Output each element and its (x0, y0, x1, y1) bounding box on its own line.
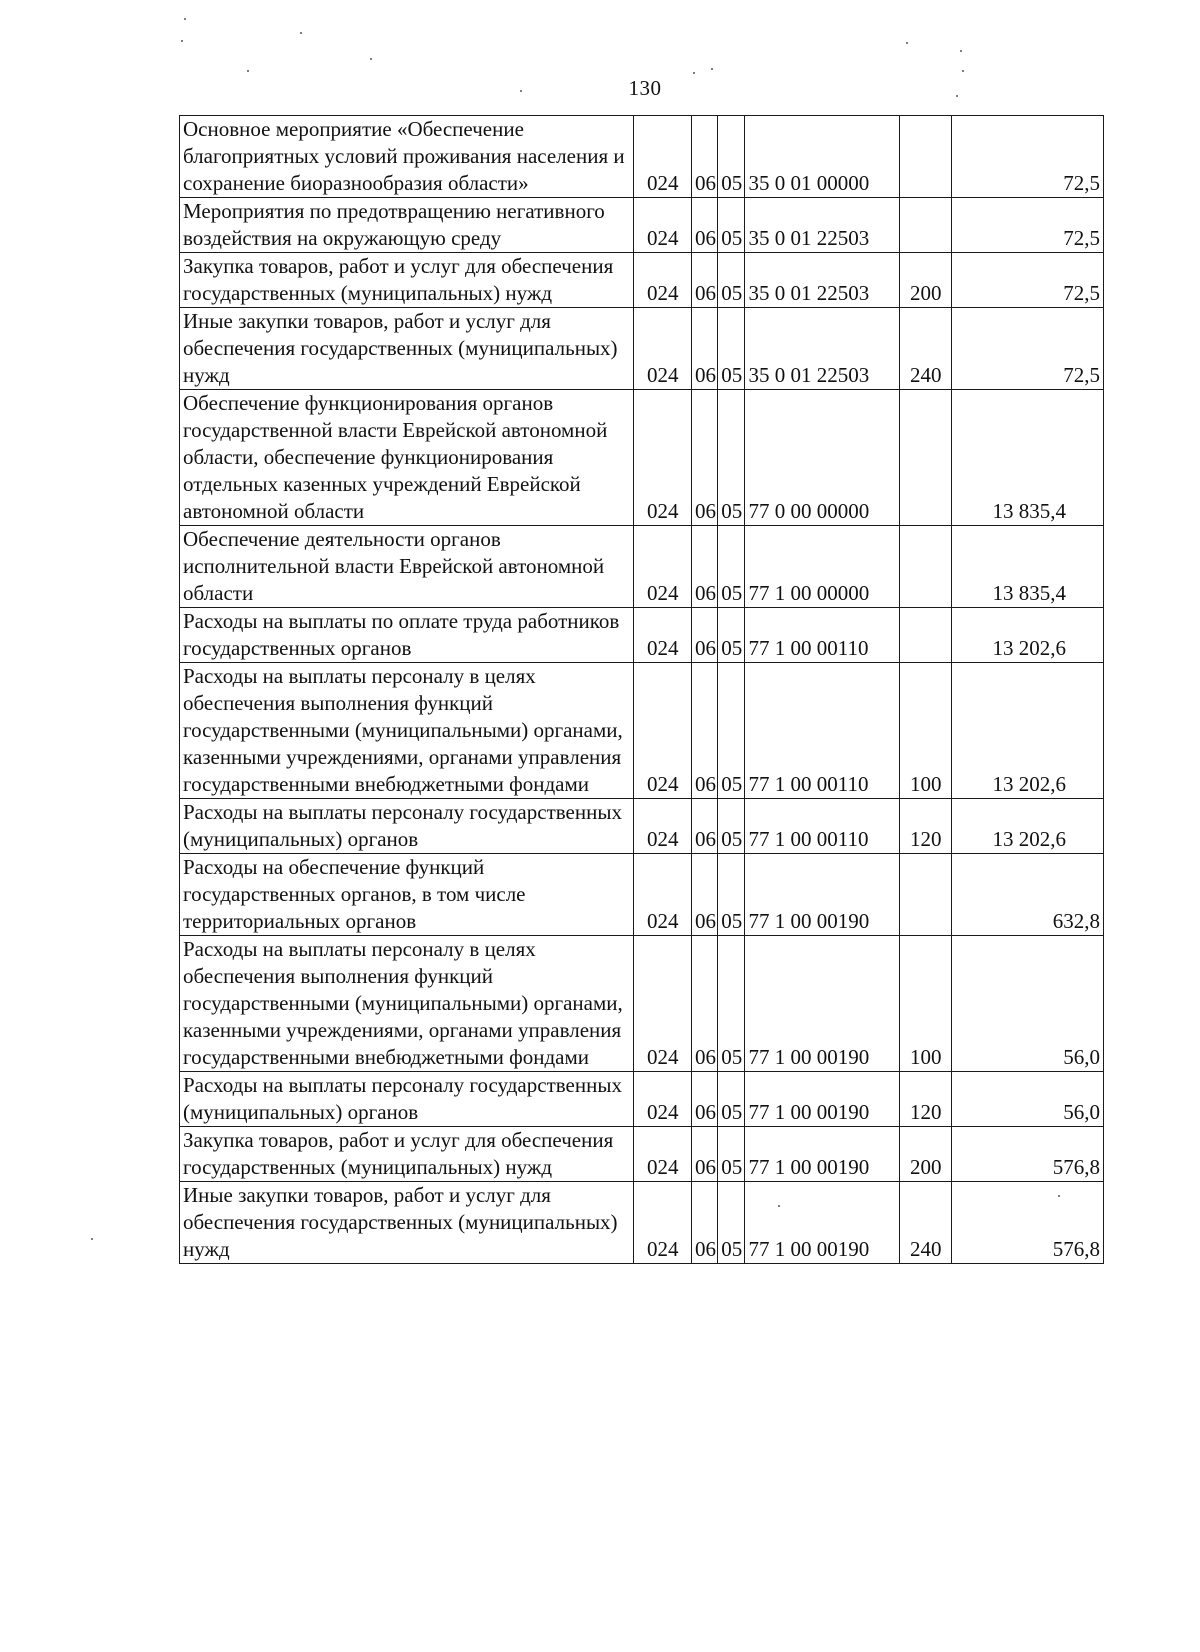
section-code-cell: 06 (691, 1072, 717, 1127)
subsection-code-cell: 05 (718, 936, 745, 1072)
expense-name-cell: Расходы на выплаты персоналу государственных (муниципальных) органов (180, 1072, 634, 1127)
amount-cell: 13 202,6 (952, 608, 1104, 663)
subsection-code-cell: 05 (718, 663, 745, 799)
target-article-cell: 77 1 00 00000 (745, 526, 900, 608)
target-article-cell: 77 1 00 00190 (745, 1072, 900, 1127)
table-row (180, 854, 1104, 936)
scan-speck (520, 90, 522, 92)
section-code-cell: 06 (691, 390, 717, 526)
section-code-cell: 06 (691, 799, 717, 854)
ministry-code-cell: 024 (634, 663, 692, 799)
amount-cell: 632,8 (952, 854, 1104, 936)
table-row (180, 1182, 1104, 1264)
ministry-code-cell: 024 (634, 116, 692, 198)
section-code-cell: 06 (691, 1127, 717, 1182)
scan-speck (184, 18, 186, 20)
amount-cell: 13 202,6 (952, 663, 1104, 799)
expense-name-cell: Основное мероприятие «Обеспечение благоприятных условий проживания населения и сохранение биоразнообразия области» (180, 116, 634, 198)
subsection-code-cell: 05 (718, 854, 745, 936)
section-code-cell: 06 (691, 608, 717, 663)
subsection-code-cell: 05 (718, 116, 745, 198)
ministry-code-cell: 024 (634, 526, 692, 608)
amount-cell: 13 835,4 (952, 390, 1104, 526)
expense-name-cell: Расходы на выплаты персоналу в целях обеспечения выполнения функций государственными (муниципальными) органами, казенными учреждениями, органами управления государственными внебюджетными фондами (180, 663, 634, 799)
expense-name-cell: Закупка товаров, работ и услуг для обеспечения государственных (муниципальных) нужд (180, 253, 634, 308)
section-code-cell: 06 (691, 198, 717, 253)
scan-speck (91, 1238, 93, 1240)
expense-type-cell: 240 (899, 1182, 952, 1264)
expense-name-cell: Мероприятия по предотвращению негативного воздействия на окружающую среду (180, 198, 634, 253)
amount-cell: 72,5 (952, 198, 1104, 253)
expense-type-cell (899, 854, 952, 936)
ministry-code-cell: 024 (634, 1072, 692, 1127)
table-row (180, 390, 1104, 526)
table-row (180, 116, 1104, 198)
section-code-cell: 06 (691, 253, 717, 308)
target-article-cell: 77 1 00 00190 (745, 1182, 900, 1264)
ministry-code-cell: 024 (634, 608, 692, 663)
expense-name-cell: Расходы на выплаты по оплате труда работников государственных органов (180, 608, 634, 663)
ministry-code-cell: 024 (634, 936, 692, 1072)
table-row (180, 253, 1104, 308)
target-article-cell: 35 0 01 22503 (745, 308, 900, 390)
scan-speck (370, 58, 372, 60)
ministry-code-cell: 024 (634, 308, 692, 390)
expense-type-cell: 240 (899, 308, 952, 390)
expense-type-cell (899, 608, 952, 663)
expense-name-cell: Иные закупки товаров, работ и услуг для обеспечения государственных (муниципальных) нужд (180, 308, 634, 390)
target-article-cell: 35 0 01 22503 (745, 198, 900, 253)
target-article-cell: 77 0 00 00000 (745, 390, 900, 526)
amount-cell: 72,5 (952, 308, 1104, 390)
expense-name-cell: Обеспечение деятельности органов исполнительной власти Еврейской автономной области (180, 526, 634, 608)
section-code-cell: 06 (691, 1182, 717, 1264)
target-article-cell: 77 1 00 00110 (745, 799, 900, 854)
subsection-code-cell: 05 (718, 1182, 745, 1264)
amount-cell: 56,0 (952, 936, 1104, 1072)
expense-name-cell: Расходы на обеспечение функций государственных органов, в том числе территориальных органов (180, 854, 634, 936)
expense-type-cell: 100 (899, 936, 952, 1072)
target-article-cell: 77 1 00 00190 (745, 1127, 900, 1182)
budget-table (179, 115, 1104, 1264)
target-article-cell: 35 0 01 22503 (745, 253, 900, 308)
ministry-code-cell: 024 (634, 1182, 692, 1264)
amount-cell: 576,8 (952, 1127, 1104, 1182)
expense-type-cell (899, 116, 952, 198)
subsection-code-cell: 05 (718, 253, 745, 308)
subsection-code-cell: 05 (718, 390, 745, 526)
section-code-cell: 06 (691, 308, 717, 390)
table-row (180, 663, 1104, 799)
ministry-code-cell: 024 (634, 854, 692, 936)
scan-speck (181, 40, 183, 42)
page-number: 130 (628, 76, 662, 100)
scan-speck (956, 95, 958, 97)
amount-cell: 13 202,6 (952, 799, 1104, 854)
target-article-cell: 35 0 01 00000 (745, 116, 900, 198)
table-row (180, 799, 1104, 854)
ministry-code-cell: 024 (634, 1127, 692, 1182)
ministry-code-cell: 024 (634, 390, 692, 526)
subsection-code-cell: 05 (718, 198, 745, 253)
expense-type-cell (899, 526, 952, 608)
table-row (180, 526, 1104, 608)
ministry-code-cell: 024 (634, 198, 692, 253)
expense-type-cell: 200 (899, 1127, 952, 1182)
expense-name-cell: Иные закупки товаров, работ и услуг для обеспечения государственных (муниципальных) нужд (180, 1182, 634, 1264)
amount-cell: 56,0 (952, 1072, 1104, 1127)
target-article-cell: 77 1 00 00190 (745, 936, 900, 1072)
expense-type-cell: 200 (899, 253, 952, 308)
expense-name-cell: Обеспечение функционирования органов государственной власти Еврейской автономной области, обеспечение функционирования отдельных казенных учреждений Еврейской автономной области (180, 390, 634, 526)
expense-type-cell: 100 (899, 663, 952, 799)
budget-table-body (180, 116, 1104, 1264)
scan-speck (960, 50, 962, 52)
target-article-cell: 77 1 00 00110 (745, 608, 900, 663)
expense-type-cell (899, 198, 952, 253)
table-row (180, 198, 1104, 253)
subsection-code-cell: 05 (718, 799, 745, 854)
amount-cell: 72,5 (952, 253, 1104, 308)
expense-type-cell: 120 (899, 1072, 952, 1127)
section-code-cell: 06 (691, 936, 717, 1072)
expense-type-cell: 120 (899, 799, 952, 854)
table-row (180, 936, 1104, 1072)
amount-cell: 72,5 (952, 116, 1104, 198)
scan-speck (906, 42, 908, 44)
section-code-cell: 06 (691, 526, 717, 608)
table-row (180, 1072, 1104, 1127)
table-row (180, 308, 1104, 390)
subsection-code-cell: 05 (718, 308, 745, 390)
subsection-code-cell: 05 (718, 1072, 745, 1127)
expense-name-cell: Расходы на выплаты персоналу в целях обеспечения выполнения функций государственными (муниципальными) органами, казенными учреждениями, органами управления государственными внебюджетными фондами (180, 936, 634, 1072)
scan-speck (962, 70, 964, 72)
section-code-cell: 06 (691, 854, 717, 936)
section-code-cell: 06 (691, 663, 717, 799)
subsection-code-cell: 05 (718, 1127, 745, 1182)
subsection-code-cell: 05 (718, 526, 745, 608)
subsection-code-cell: 05 (718, 608, 745, 663)
scan-speck (247, 70, 249, 72)
ministry-code-cell: 024 (634, 253, 692, 308)
expense-name-cell: Закупка товаров, работ и услуг для обеспечения государственных (муниципальных) нужд (180, 1127, 634, 1182)
scan-speck (300, 32, 302, 34)
table-row (180, 1127, 1104, 1182)
amount-cell: 576,8 (952, 1182, 1104, 1264)
section-code-cell: 06 (691, 116, 717, 198)
target-article-cell: 77 1 00 00110 (745, 663, 900, 799)
amount-cell: 13 835,4 (952, 526, 1104, 608)
expense-type-cell (899, 390, 952, 526)
expense-name-cell: Расходы на выплаты персоналу государственных (муниципальных) органов (180, 799, 634, 854)
scan-speck (711, 68, 713, 70)
target-article-cell: 77 1 00 00190 (745, 854, 900, 936)
scan-speck (693, 72, 695, 74)
table-row (180, 608, 1104, 663)
ministry-code-cell: 024 (634, 799, 692, 854)
